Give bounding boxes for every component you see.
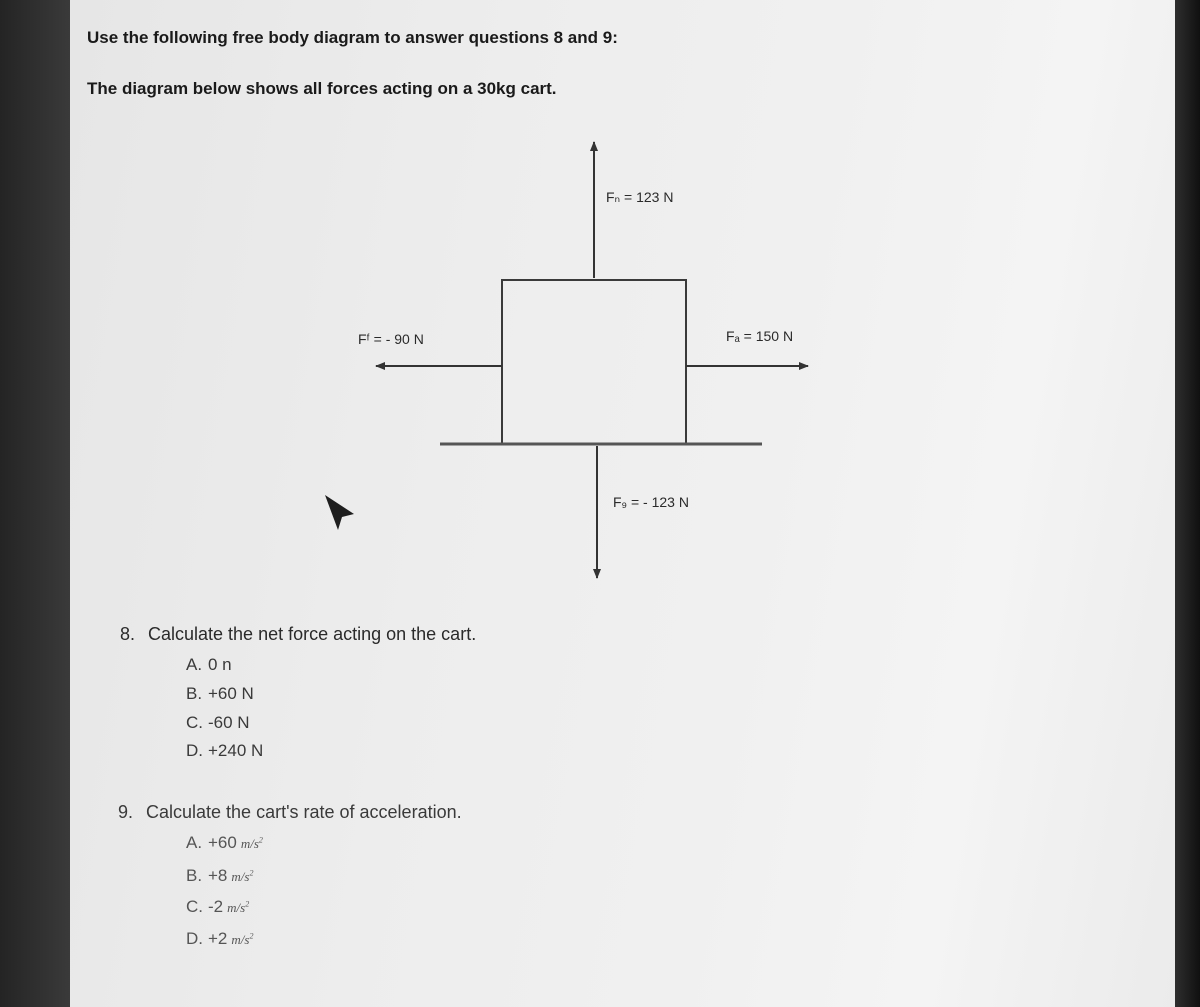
acceleration-unit: $m/s^2$ bbox=[240, 835, 263, 851]
option-letter: A. bbox=[186, 655, 203, 674]
instructions-line-2: The diagram below shows all forces acting on a 30kg cart. bbox=[87, 79, 557, 98]
option-letter: D. bbox=[186, 929, 203, 948]
option-text: 0 n bbox=[208, 655, 232, 674]
acceleration-unit: $m/s^2$ bbox=[227, 899, 250, 915]
question-8-option-b[interactable] bbox=[186, 684, 254, 704]
option-letter: C. bbox=[186, 713, 203, 732]
option-text: -60 N bbox=[208, 713, 250, 732]
option-text: +2 bbox=[208, 929, 228, 948]
option-letter: B. bbox=[186, 866, 203, 885]
question-8-option-d[interactable] bbox=[186, 741, 263, 761]
option-text: +60 bbox=[208, 833, 237, 852]
option-letter: B. bbox=[186, 684, 203, 703]
cart-box bbox=[502, 280, 686, 444]
acceleration-unit: $m/s^2$ bbox=[231, 931, 254, 947]
question-9-option-c[interactable] bbox=[186, 897, 249, 917]
mouse-cursor-icon bbox=[325, 495, 354, 530]
screen-bezel-left bbox=[0, 0, 70, 1007]
question-9-stem bbox=[118, 802, 462, 823]
normal-force-label: Fₙ = 123 N bbox=[606, 189, 674, 205]
question-8-number: 8. bbox=[120, 624, 136, 644]
applied-force-label: Fₐ = 150 N bbox=[726, 328, 794, 344]
instructions-line-1: Use the following free body diagram to answer questions 8 and 9: bbox=[87, 28, 618, 47]
worksheet-page bbox=[70, 0, 1175, 1007]
acceleration-unit: $m/s^2$ bbox=[231, 868, 254, 884]
question-8-text: Calculate the net force acting on the cart. bbox=[148, 624, 477, 644]
question-9-text: Calculate the cart's rate of acceleration. bbox=[146, 802, 462, 822]
question-9-option-b[interactable] bbox=[186, 866, 253, 886]
question-8-option-a[interactable] bbox=[186, 655, 232, 675]
question-8-option-c[interactable] bbox=[186, 713, 250, 733]
option-letter: C. bbox=[186, 897, 203, 916]
option-letter: D. bbox=[186, 741, 203, 760]
question-9-number: 9. bbox=[118, 802, 134, 822]
option-text: +240 N bbox=[208, 741, 264, 760]
question-9-option-a[interactable] bbox=[186, 833, 263, 853]
option-letter: A. bbox=[186, 833, 203, 852]
question-8-stem bbox=[120, 624, 476, 645]
question-9-option-d[interactable] bbox=[186, 929, 253, 949]
friction-force-label: Fᶠ = - 90 N bbox=[358, 331, 424, 347]
screen-bezel-right bbox=[1175, 0, 1200, 1007]
option-text: +8 bbox=[208, 866, 228, 885]
gravity-force-label: F₉ = - 123 N bbox=[613, 494, 689, 510]
option-text: +60 N bbox=[208, 684, 254, 703]
free-body-diagram bbox=[70, 0, 1175, 620]
option-text: -2 bbox=[208, 897, 224, 916]
